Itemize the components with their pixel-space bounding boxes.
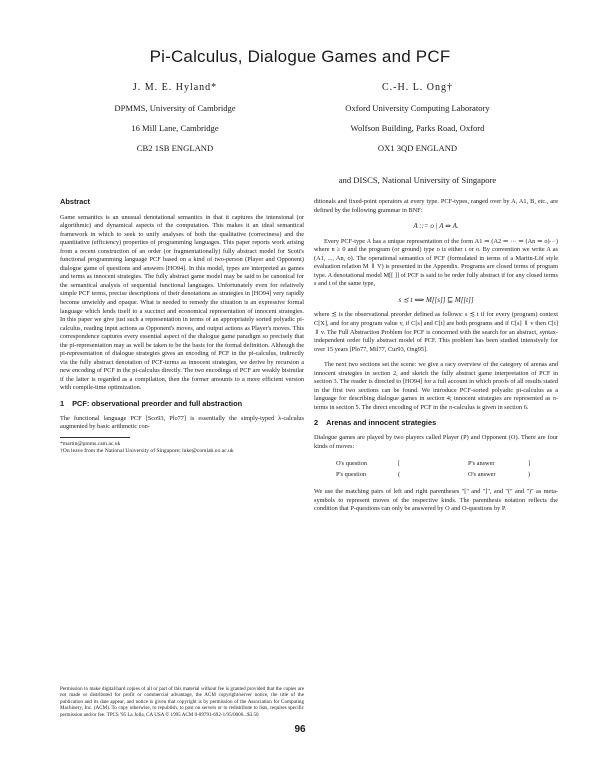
moves-table — [314, 458, 558, 480]
author-name: J. M. E. Hyland* — [132, 82, 218, 93]
paragraph: The next two sections set the scene: we give a racy overview of the category of arenas and innocent strategies in section 2, and sketch the fully abstract game interpretation of PCF in section 3. The reader is directed to [HO94] for a full account in which proofs of all results stated in the first two sections can be found. We introduce PCF-sorted polyadic pi-calculus as a language for describing dialogue games in section 4; innocent strategies are represented as π-terms in section 5. The direct encoding of PCF in the π-calculus is given in section 6. — [314, 361, 558, 411]
footnote: †On leave from the National University of Singapore; luke@comlab.ox.ac.uk — [60, 447, 234, 454]
equation-full-abstraction: s ≾ t ⟺ M[[s]] ⊑ M[[t]] — [398, 295, 474, 304]
footnote-rule — [60, 437, 130, 438]
paper-title: Pi-Calculus, Dialogue Games and PCF — [149, 47, 451, 66]
right-column — [314, 198, 558, 521]
page-number: 96 — [294, 724, 306, 735]
paragraph: We use the matching pairs of left and right parentheses "[" and "]", and "(" and ")" as meta-symbols to represent moves of the respective kinds. The parenthesis notation reflects the condition that P-questions can only be answered by O and O-questions by P. — [314, 488, 558, 513]
author-affiliation: Wolfson Building, Parks Road, Oxford — [350, 123, 485, 133]
abstract-text: Game semantics is an unusual denotational semantics in that it captures the intensional (or algorithmic) and dynamical aspects of the computation. This makes it an ideal semantical framework in which to seek to unify analyses of both the qualitative (correctness) and the quantitative (efficiency) properties of programming languages. This paper reports work arising from a recent construction of an order (or fragmentationally) fully abstract model for Scott's functional programming language PCF based on a kind of two-person (Player and Opponent) dialogue game of questions and answers [HO94]. In this model, types are interpreted as games and terms as innocent strategies. The fully abstract game model may be said to be canonical for the semantical analysis of sequential functional languages. Unfortunately even for relatively simple PCF terms, precise descriptions of their denotations as strategies in [HO94] very rapidly become unwieldy and opaque. What is needed to remedy the situation is an expressive formal language which lends itself to a succinct and economical representation of innocent strategies. In this paper we give just such a representation in terms of an appropriately sorted polyadic pi-calculus, reading input actions as Opponent's moves, and output actions as Player's moves. This correspondence captures every essential aspect of the dialogue game paradigm so precisely that the pi-representation may as well be taken to be the basis for the formal definition. Although the pi-representation of dialogue strategies gives an encoding of PCF in the pi-calculus, indirectly via the fully abstract denotation of PCF-terms as innocent strategies, we derive by recursion a new encoding of PCF in the pi-calculus directly. The two encodings of PCF are weakly bisimilar if the latter is regarded as a compilation, then the former amounts to a more efficient version with compile-time optimization. — [60, 213, 304, 392]
paragraph: Dialogue games are played by two players called Player (P) and Opponent (O). There are four kinds of moves: — [314, 434, 558, 450]
author-affiliation: DPMMS, University of Cambridge — [114, 103, 236, 113]
footnote: *martin@pmms.cam.ac.uk — [60, 440, 121, 447]
move-symbol: ) — [528, 471, 531, 479]
section-title: PCF: observational preorder and full abstraction — [72, 399, 243, 409]
paragraph: where ≾ is the observational preorder defined as follows: s ≾ t if for every (program) context C[X], and for any program value v, if C[s] and C[t] are both programs and if C[s] ⇓ v then C[t] ⇓ v. The Full Abstraction Problem for PCF is concerned with the search for an abstract, syntax-independent order fully abstract model of PCF. This problem has been studied intensively for over 15 years [Plo77, Mil77, Cur93, Ong95]. — [314, 311, 558, 353]
left-column — [60, 198, 304, 455]
paragraph: ditionals and fixed-point operators at every type. PCF-types, ranged over by A, A1, B, etc., are defined by the following grammar in BNF: — [314, 198, 558, 214]
section-number: 1 — [60, 399, 65, 409]
moves-row — [314, 469, 558, 480]
author-affiliation: Oxford University Computing Laboratory — [345, 103, 490, 113]
section-2-heading — [314, 419, 558, 428]
section-title: Arenas and innocent strategies — [326, 418, 437, 428]
section-1-heading — [60, 400, 304, 409]
abstract-heading: Abstract — [60, 197, 90, 206]
author-affiliation-extra: and DISCS, National University of Singapore — [338, 175, 497, 185]
moves-row — [314, 458, 558, 469]
paragraph: Every PCF-type A has a unique representation of the form A1 ⇒ (A2 ⇒ ··· ⇒ (An ⇒ o)···) where n ≥ 0 and the program (or ground) type o is either ι or o. By convention we write A as (A1, ..., An, o). The operational semantics of PCF (formulated in terms of a Martin-Löf style evaluation relation M ⇓ V) is presented in the Appendix. Programs are closed terms of program type. A denotational model M[[ ]] of PCF is said to be order fully abstract if for any closed terms s and t of the same type, — [314, 237, 558, 288]
move-label: P's answer — [468, 460, 495, 468]
author-block-hyland — [70, 78, 280, 158]
move-label: O's question — [336, 460, 368, 468]
move-symbol: [ — [398, 460, 401, 468]
move-symbol: ] — [528, 460, 531, 468]
move-label: O's answer — [468, 471, 496, 479]
author-affiliation: CB2 1SB ENGLAND — [136, 143, 214, 153]
author-affiliation: OX1 3QD ENGLAND — [377, 143, 458, 153]
move-symbol: ( — [398, 471, 401, 479]
permission-notice: Permission to make digital/hard copies of all or part of this material without fee is granted provided that the copies are not made or distributed for profit or commercial advantage, the ACM copyright/server notice, the title of the publication and its date appear, and notice is given that copyright is by permission of the Association for Computing Machinery, Inc. (ACM). To copy otherwise, to republish, to post on servers or to redistribute to lists, requires specific permission and/or fee. TPCS '95 La Jolla, CA USA © 1995 ACM 0-89791-692-1/95/0006...$3.50 — [60, 686, 304, 718]
author-block-ong — [290, 78, 545, 158]
equation-grammar: A ::= o | A ⇒ A. — [413, 222, 459, 231]
section-number: 2 — [314, 418, 319, 428]
author-affiliation: 16 Mill Lane, Cambridge — [131, 123, 219, 133]
section-1-text: The functional language PCF [Sco93, Plo77] is essentially the simply-typed λ-calculus augmented by basic arithmetic con- — [60, 414, 304, 431]
author-name: C.-H. L. Ong† — [381, 82, 454, 93]
move-label: P's question — [336, 471, 366, 479]
